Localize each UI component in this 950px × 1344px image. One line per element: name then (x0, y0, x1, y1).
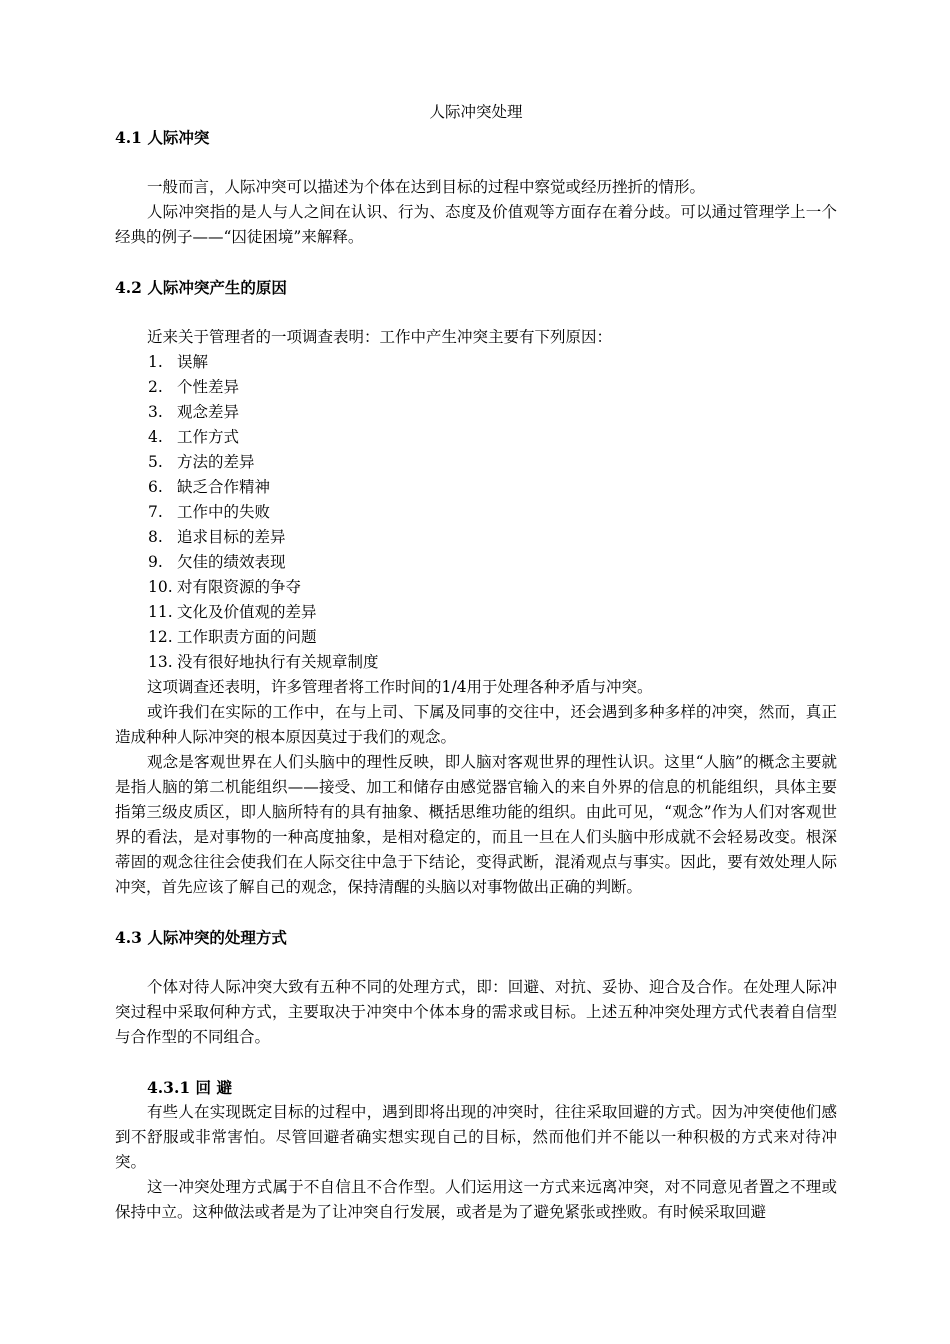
list-number: 8. (148, 528, 163, 546)
list-item-text: 观念差异 (177, 403, 240, 421)
list-item (148, 525, 837, 550)
list-item-text: 工作中的失败 (177, 503, 271, 521)
list-number: 4. (148, 428, 163, 446)
list-item (148, 500, 837, 525)
paragraph: 有些人在实现既定目标的过程中，遇到即将出现的冲突时，往往采取回避的方式。因为冲突使他们感到不舒服或非常害怕。尽管回避者确实想实现自己的目标，然而他们并不能以一种积极的方式来对待冲突。 (115, 1103, 837, 1171)
list-item (148, 625, 837, 650)
paragraph: 人际冲突指的是人与人之间在认识、行为、态度及价值观等方面存在着分歧。可以通过管理学上一个经典的例子——“囚徒困境”来解释。 (115, 203, 837, 246)
section-heading-4-1: 4.1 人际冲突 (115, 128, 210, 147)
subsection-heading-4-3-1: 4.3.1 回 避 (147, 1078, 232, 1097)
list-item-text: 方法的差异 (177, 453, 255, 471)
section-heading-4-3: 4.3 人际冲突的处理方式 (115, 928, 287, 947)
list-number: 9. (148, 553, 163, 571)
spacer (115, 1050, 837, 1075)
list-number: 13. (148, 653, 173, 671)
list-number: 1. (148, 353, 163, 371)
list-item (148, 375, 837, 400)
list-item-text: 没有很好地执行有关规章制度 (177, 653, 379, 671)
list-item-text: 工作方式 (177, 428, 240, 446)
list-item (148, 650, 837, 675)
list-item (148, 350, 837, 375)
list-item (148, 550, 837, 575)
list-item (148, 600, 837, 625)
spacer (115, 250, 837, 275)
list-item-text: 追求目标的差异 (177, 528, 286, 546)
list-number: 3. (148, 403, 163, 421)
list-item (148, 475, 837, 500)
list-number: 7. (148, 503, 163, 521)
list-item (148, 450, 837, 475)
list-number: 10. (148, 578, 173, 596)
list-number: 2. (148, 378, 163, 396)
list-number: 12. (148, 628, 173, 646)
reasons-list (115, 350, 837, 675)
section-heading-4-2: 4.2 人际冲突产生的原因 (115, 278, 287, 297)
list-item (148, 575, 837, 600)
list-number: 11. (148, 603, 173, 621)
spacer (115, 150, 837, 175)
list-item (148, 425, 837, 450)
list-item-text: 对有限资源的争夺 (177, 578, 302, 596)
list-item-text: 个性差异 (177, 378, 240, 396)
paragraph: 近来关于管理者的一项调查表明：工作中产生冲突主要有下列原因： (147, 328, 613, 346)
document-title: 人际冲突处理 (429, 103, 523, 121)
paragraph: 或许我们在实际的工作中，在与上司、下属及同事的交往中，还会遇到多种多样的冲突，然而，真正造成种种人际冲突的根本原因莫过于我们的观念。 (115, 703, 837, 746)
list-item-text: 缺乏合作精神 (177, 478, 271, 496)
list-item-text: 文化及价值观的差异 (177, 603, 317, 621)
paragraph: 这项调查还表明，许多管理者将工作时间的1/4用于处理各种矛盾与冲突。 (147, 678, 653, 696)
spacer (115, 300, 837, 325)
list-item-text: 欠佳的绩效表现 (177, 553, 286, 571)
list-item-text: 误解 (177, 353, 209, 371)
list-item-text: 工作职责方面的问题 (177, 628, 317, 646)
paragraph: 这一冲突处理方式属于不自信且不合作型。人们运用这一方式来远离冲突，对不同意见者置之不理或保持中立。这种做法或者是为了让冲突自行发展，或者是为了避免紧张或挫败。有时候采取回避 (115, 1178, 837, 1221)
paragraph: 观念是客观世界在人们头脑中的理性反映，即人脑对客观世界的理性认识。这里“人脑”的概念主要就是指人脑的第二机能组织——接受、加工和储存由感觉器官输入的来自外界的信息的机能组织，具体主要指第三级皮质区，即人脑所特有的具有抽象、概括思维功能的组织。由此可见，“观念”作为人们对客观世界的看法，是对事物的一种高度抽象，是相对稳定的，而且一旦在人们头脑中形成就不会轻易改变。根深蒂固的观念往往会使我们在人际交往中急于下结论，变得武断，混淆观点与事实。因此，要有效处理人际冲突，首先应该了解自己的观念，保持清醒的头脑以对事物做出正确的判断。 (115, 753, 837, 896)
list-number: 6. (148, 478, 163, 496)
paragraph: 个体对待人际冲突大致有五种不同的处理方式，即：回避、对抗、妥协、迎合及合作。在处理人际冲突过程中采取何种方式，主要取决于冲突中个体本身的需求或目标。上述五种冲突处理方式代表着自信型与合作型的不同组合。 (115, 978, 837, 1046)
spacer (115, 900, 837, 925)
list-number: 5. (148, 453, 163, 471)
document-body (115, 100, 837, 1225)
paragraph: 一般而言，人际冲突可以描述为个体在达到目标的过程中察觉或经历挫折的情形。 (147, 178, 706, 196)
list-item (148, 400, 837, 425)
spacer (115, 950, 837, 975)
